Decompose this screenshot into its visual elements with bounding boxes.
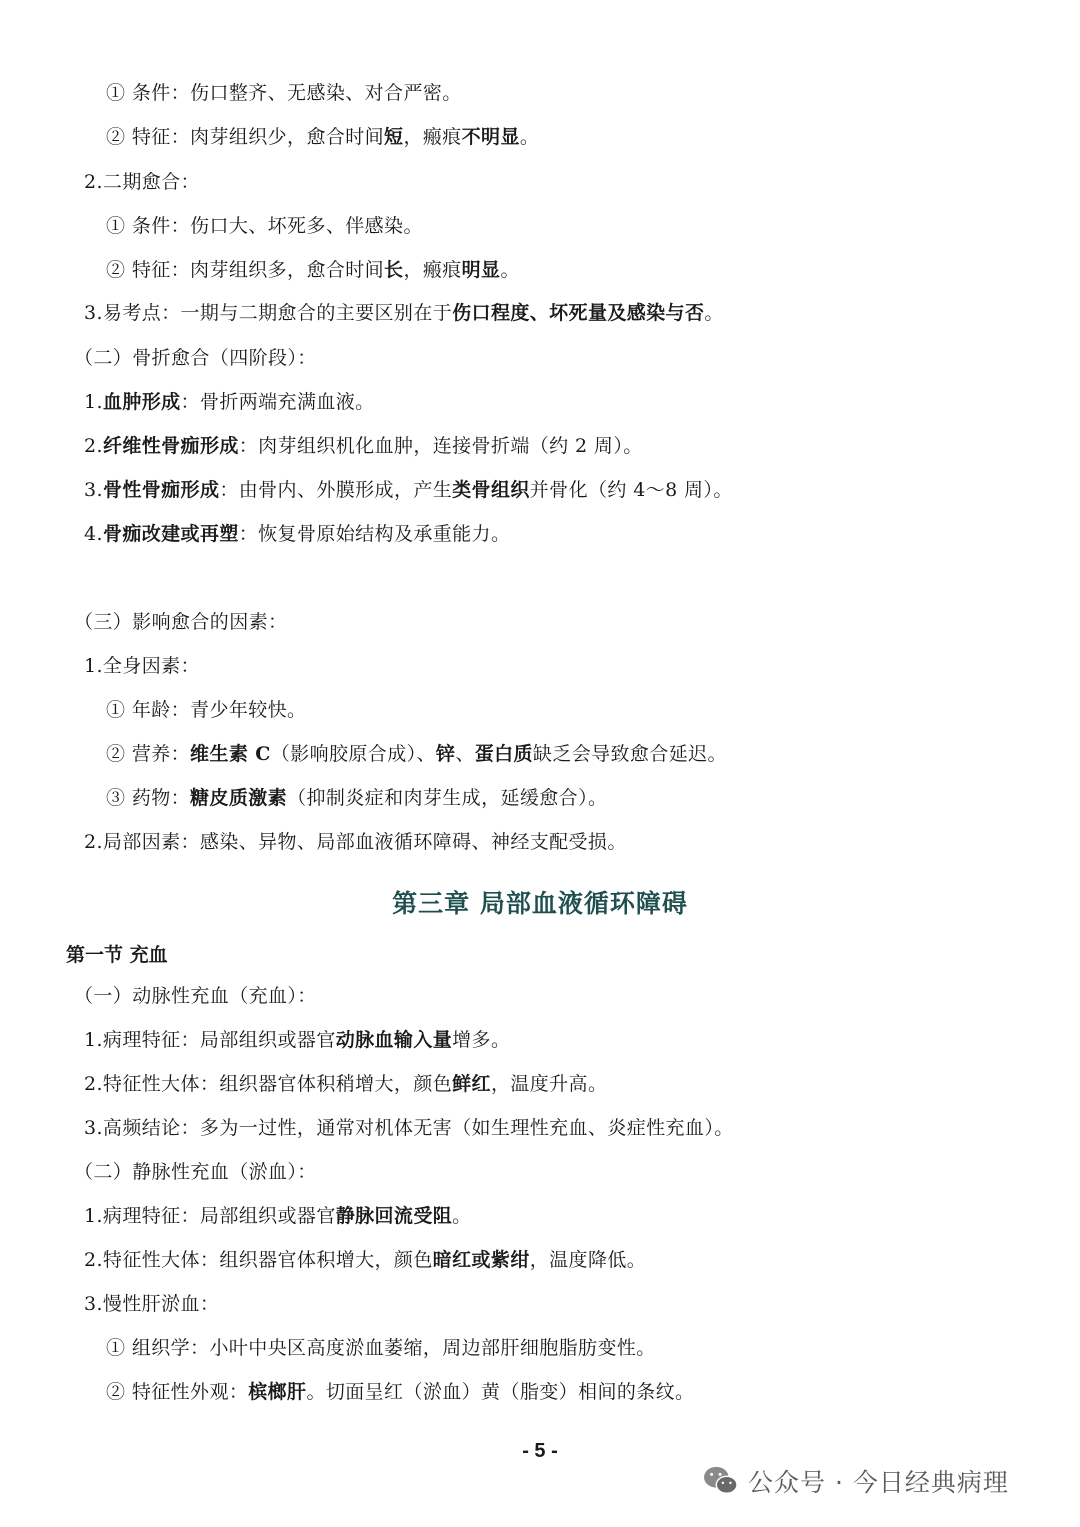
text-run: （一）动脉性充血（充血）： xyxy=(74,985,317,1007)
text-run: ，瘢痕 xyxy=(403,126,462,148)
text-line xyxy=(74,1159,317,1185)
text-line xyxy=(84,829,627,855)
bold-text: 动脉血输入量 xyxy=(335,1029,453,1051)
watermark xyxy=(702,1463,1009,1499)
text-run: ：恢复骨原始结构及承重能力。 xyxy=(238,523,511,545)
text-run: ：骨折两端充满血液。 xyxy=(180,391,375,413)
page-number: - 5 - xyxy=(522,1440,558,1462)
text-run: （二）静脉性充血（淤血）： xyxy=(74,1161,317,1183)
bold-text: 伤口程度、坏死量及感染与否 xyxy=(452,302,705,324)
bold-text: 骨性骨痂形成 xyxy=(102,479,220,501)
bold-text: 鲜红 xyxy=(452,1073,491,1095)
watermark-text: 公众号 · 今日经典病理 xyxy=(748,1468,1009,1497)
text-run: 3.慢性肝淤血： xyxy=(84,1293,220,1315)
text-line xyxy=(106,1335,656,1361)
bold-text: 血肿形成 xyxy=(102,391,181,413)
text-line xyxy=(74,983,317,1009)
text-run: 3.高频结论：多为一过性，通常对机体无害（如生理性充血、炎症性充血）。 xyxy=(84,1117,734,1139)
text-run: 2.特征性大体：组织器官体积稍增大，颜色 xyxy=(84,1073,453,1095)
text-run: 3. xyxy=(84,479,103,501)
text-run: 增多。 xyxy=(452,1029,511,1051)
text-run: （二）骨折愈合（四阶段）： xyxy=(74,347,317,369)
text-line xyxy=(106,257,520,283)
text-line xyxy=(106,213,423,239)
text-run: ：由骨内、外膜形成，产生 xyxy=(219,479,453,501)
text-run: 2.特征性大体：组织器官体积增大，颜色 xyxy=(84,1249,433,1271)
text-run: ，温度降低。 xyxy=(529,1249,647,1271)
text-run: 。切面呈红（淤血）黄（脂变）相间的条纹。 xyxy=(306,1381,695,1403)
bold-text: 骨痂改建或再塑 xyxy=(102,523,239,545)
text-run: 缺乏会导致愈合延迟。 xyxy=(532,743,727,765)
text-run: 。 xyxy=(452,1205,472,1227)
text-run: 。 xyxy=(500,259,520,281)
wechat-icon xyxy=(702,1465,740,1497)
text-run: ，温度升高。 xyxy=(490,1073,608,1095)
text-run: ① 年龄：青少年较快。 xyxy=(106,699,307,721)
text-line xyxy=(74,609,287,635)
text-run: 、 xyxy=(455,743,475,765)
text-run: 2. xyxy=(84,435,103,457)
text-run: （影响胶原合成）、 xyxy=(270,743,436,765)
text-run: ③ 药物： xyxy=(106,787,191,809)
bold-text: 不明显 xyxy=(461,126,520,148)
text-line xyxy=(106,80,462,106)
text-run: （抑制炎症和肉芽生成，延缓愈合）。 xyxy=(287,787,608,809)
text-line xyxy=(84,1071,607,1097)
text-line xyxy=(84,1115,734,1141)
text-run: 1. xyxy=(84,391,103,413)
text-run: （三）影响愈合的因素： xyxy=(74,611,288,633)
text-line xyxy=(84,521,510,547)
text-line xyxy=(84,1027,510,1053)
bold-text: 纤维性骨痂形成 xyxy=(102,435,239,457)
text-line xyxy=(84,433,643,459)
text-line xyxy=(106,697,306,723)
bold-text: 锌 xyxy=(435,743,456,765)
text-line xyxy=(106,785,607,811)
text-line xyxy=(84,389,375,415)
text-run: 4. xyxy=(84,523,103,545)
text-run: ② 特征：肉芽组织多，愈合时间 xyxy=(106,259,385,281)
text-line xyxy=(106,1379,694,1405)
text-line xyxy=(84,1203,472,1229)
text-run: 2.二期愈合： xyxy=(84,171,200,193)
bold-text: 短 xyxy=(384,126,404,148)
text-run: ，瘢痕 xyxy=(403,259,462,281)
bold-text: 明显 xyxy=(461,259,501,281)
text-run: 。 xyxy=(519,126,540,148)
text-run: ② 营养： xyxy=(106,743,191,765)
bold-text: 糖皮质激素 xyxy=(190,787,288,809)
text-run: ① 条件：伤口整齐、无感染、对合严密。 xyxy=(106,82,462,104)
section-title: 第一节 充血 xyxy=(66,944,168,966)
text-run: 1.病理特征：局部组织或器官 xyxy=(84,1205,336,1227)
bold-text: 维生素 C xyxy=(190,743,271,765)
bold-text: 暗红或紫绀 xyxy=(432,1249,530,1271)
text-run: 并骨化（约 4～8 周）。 xyxy=(529,479,733,501)
text-line xyxy=(84,1247,646,1273)
text-run: ① 条件：伤口大、坏死多、伴感染。 xyxy=(106,215,423,237)
text-run: 1.全身因素： xyxy=(84,655,200,677)
text-run: 3.易考点：一期与二期愈合的主要区别在于 xyxy=(84,302,453,324)
text-line xyxy=(106,124,539,150)
text-run: ② 特征性外观： xyxy=(106,1381,249,1403)
chapter-title: 第三章 局部血液循环障碍 xyxy=(392,889,688,918)
text-run: 1.病理特征：局部组织或器官 xyxy=(84,1029,336,1051)
bold-text: 静脉回流受阻 xyxy=(335,1205,453,1227)
text-run: ② 特征：肉芽组织少，愈合时间 xyxy=(106,126,385,148)
bold-text: 槟榔肝 xyxy=(248,1381,307,1403)
text-line xyxy=(84,653,200,679)
text-line xyxy=(84,300,724,326)
text-line xyxy=(74,345,317,371)
bold-text: 长 xyxy=(384,259,404,281)
text-run: 。 xyxy=(704,302,724,324)
text-line xyxy=(84,169,200,195)
bold-text: 类骨组织 xyxy=(452,479,530,501)
text-line xyxy=(84,1291,219,1317)
text-run: ① 组织学：小叶中央区高度淤血萎缩，周边部肝细胞脂肪变性。 xyxy=(106,1337,656,1359)
bold-text: 蛋白质 xyxy=(474,743,533,765)
text-line xyxy=(106,741,727,767)
text-line xyxy=(84,477,733,503)
text-run: ：肉芽组织机化血肿，连接骨折端（约 2 周）。 xyxy=(238,435,643,457)
text-run: 2.局部因素：感染、异物、局部血液循环障碍、神经支配受损。 xyxy=(84,831,627,853)
